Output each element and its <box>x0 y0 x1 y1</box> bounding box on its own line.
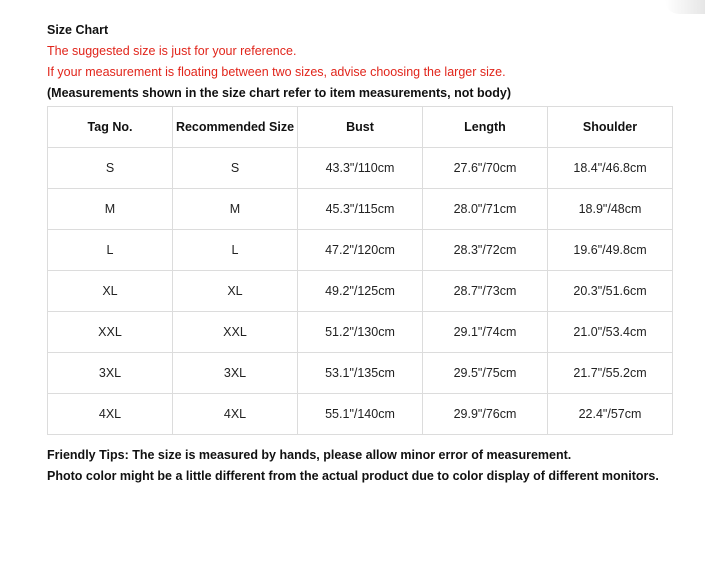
table-row <box>48 394 673 435</box>
cell-shoulder: 19.6"/49.8cm <box>548 230 673 271</box>
cell-recommended-size: XXL <box>173 312 298 353</box>
cell-length: 28.0"/71cm <box>423 189 548 230</box>
cell-length: 28.7"/73cm <box>423 271 548 312</box>
cell-tag-no: 3XL <box>48 353 173 394</box>
cell-recommended-size: 3XL <box>173 353 298 394</box>
table-row <box>48 312 673 353</box>
cell-shoulder: 21.0"/53.4cm <box>548 312 673 353</box>
cell-length: 29.5"/75cm <box>423 353 548 394</box>
cell-length: 27.6"/70cm <box>423 148 548 189</box>
cell-length: 28.3"/72cm <box>423 230 548 271</box>
cell-bust: 45.3"/115cm <box>298 189 423 230</box>
cell-recommended-size: S <box>173 148 298 189</box>
table-row <box>48 230 673 271</box>
cell-shoulder: 21.7"/55.2cm <box>548 353 673 394</box>
cell-bust: 51.2"/130cm <box>298 312 423 353</box>
corner-shadow <box>665 0 705 14</box>
table-row <box>48 189 673 230</box>
header-length: Length <box>423 107 548 148</box>
sizing-advice-notice: If your measurement is floating between two sizes, advise choosing the larger size. <box>47 65 506 79</box>
table-header-row <box>48 107 673 148</box>
cell-shoulder: 20.3"/51.6cm <box>548 271 673 312</box>
header-shoulder: Shoulder <box>548 107 673 148</box>
measurement-note: (Measurements shown in the size chart refer to item measurements, not body) <box>47 86 511 100</box>
cell-length: 29.9"/76cm <box>423 394 548 435</box>
cell-tag-no: XL <box>48 271 173 312</box>
cell-shoulder: 22.4"/57cm <box>548 394 673 435</box>
header-tag-no: Tag No. <box>48 107 173 148</box>
table-row <box>48 353 673 394</box>
cell-recommended-size: L <box>173 230 298 271</box>
table-row <box>48 271 673 312</box>
cell-bust: 43.3"/110cm <box>298 148 423 189</box>
color-disclaimer: Photo color might be a little different from the actual product due to color display of different monitors. <box>47 469 659 483</box>
header-recommended-size: Recommended Size <box>173 107 298 148</box>
size-chart-table <box>47 106 673 435</box>
cell-tag-no: XXL <box>48 312 173 353</box>
cell-tag-no: S <box>48 148 173 189</box>
header-bust: Bust <box>298 107 423 148</box>
cell-bust: 49.2"/125cm <box>298 271 423 312</box>
table-row <box>48 148 673 189</box>
cell-tag-no: L <box>48 230 173 271</box>
cell-recommended-size: XL <box>173 271 298 312</box>
cell-recommended-size: 4XL <box>173 394 298 435</box>
cell-shoulder: 18.9"/48cm <box>548 189 673 230</box>
cell-recommended-size: M <box>173 189 298 230</box>
cell-length: 29.1"/74cm <box>423 312 548 353</box>
cell-tag-no: 4XL <box>48 394 173 435</box>
reference-notice: The suggested size is just for your reference. <box>47 44 297 58</box>
cell-bust: 47.2"/120cm <box>298 230 423 271</box>
cell-tag-no: M <box>48 189 173 230</box>
cell-shoulder: 18.4"/46.8cm <box>548 148 673 189</box>
cell-bust: 55.1"/140cm <box>298 394 423 435</box>
page-title: Size Chart <box>47 23 109 37</box>
friendly-tips: Friendly Tips: The size is measured by hands, please allow minor error of measurement. <box>47 448 572 462</box>
cell-bust: 53.1"/135cm <box>298 353 423 394</box>
